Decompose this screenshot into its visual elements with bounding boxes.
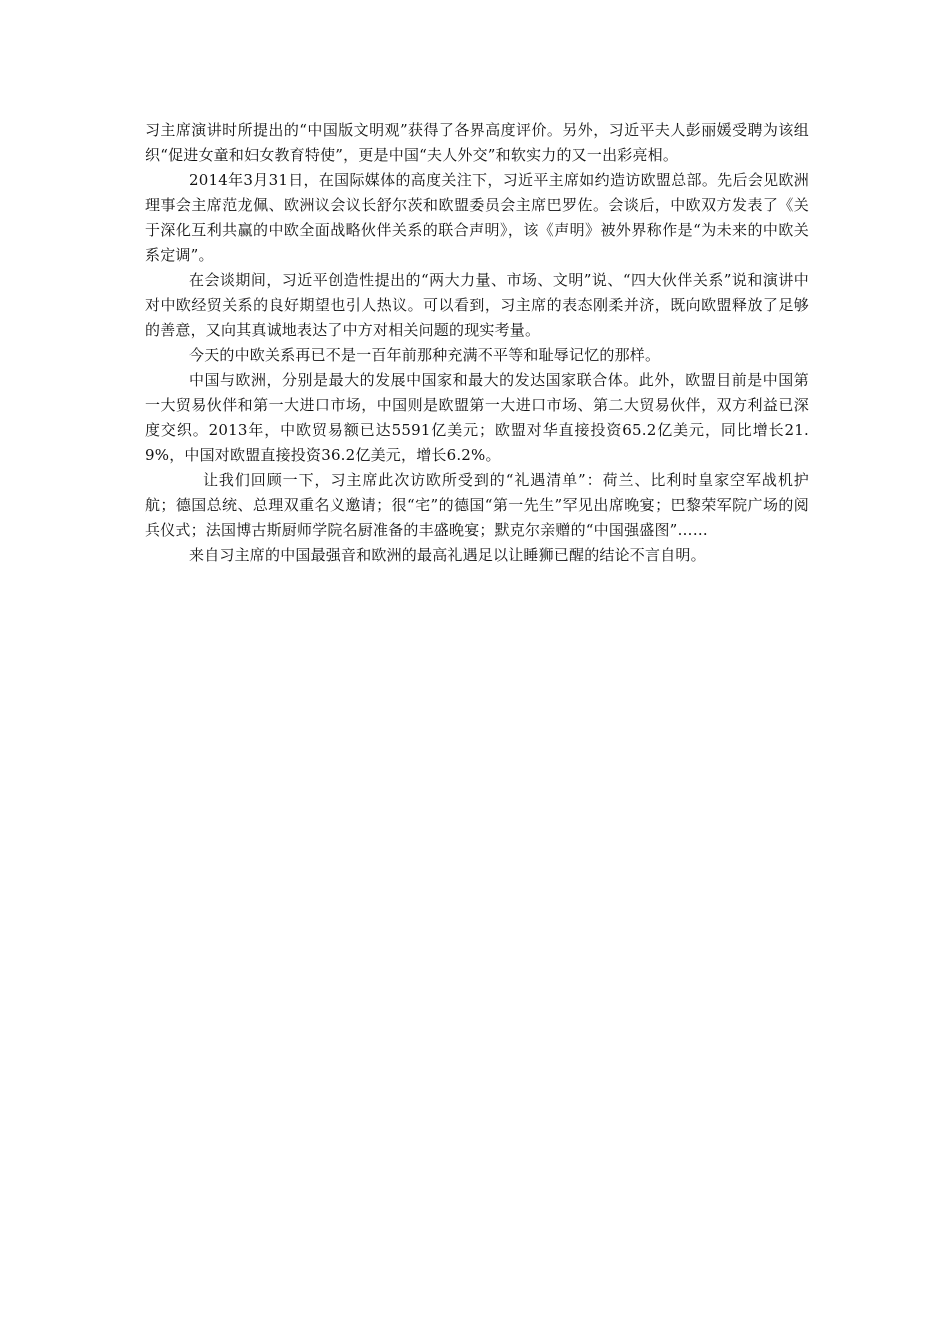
paragraph-4: 今天的中欧关系再已不是一百年前那种充满不平等和耻辱记忆的那样。	[189, 346, 661, 364]
paragraph-3: 在会谈期间，习近平创造性提出的“两大力量、市场、文明”说、“四大伙伴关系”说和演讲中对中欧经贸关系的良好期望也引人热议。可以看到，习主席的表态刚柔并济，既向欧盟释放了足够的善意，又向其真诚地表达了中方对相关问题的现实考量。	[145, 271, 809, 339]
paragraph-1: 习主席演讲时所提出的“中国版文明观”获得了各界高度评价。另外，习近平夫人彭丽媛受聘为该组织“促进女童和妇女教育特使”，更是中国“夫人外交”和软实力的又一出彩亮相。	[145, 121, 809, 164]
paragraph-2: 2014年3月31日，在国际媒体的高度关注下，习近平主席如约造访欧盟总部。先后会见欧洲理事会主席范龙佩、欧洲议会议长舒尔茨和欧盟委员会主席巴罗佐。会谈后，中欧双方发表了《关于深化互利共赢的中欧全面战略伙伴关系的联合声明》，该《声明》被外界称作是“为未来的中欧关系定调”。	[145, 171, 809, 264]
paragraph-6: 让我们回顾一下，习主席此次访欧所受到的“礼遇清单”：荷兰、比利时皇家空军战机护航；德国总统、总理双重名义邀请；很“宅”的德国“第一先生”罕见出席晚宴；巴黎荣军院广场的阅兵仪式；法国博古斯厨师学院名厨准备的丰盛晚宴；默克尔亲赠的“中国强盛图”……	[145, 471, 809, 539]
paragraph-7: 来自习主席的中国最强音和欧洲的最高礼遇足以让睡狮已醒的结论不言自明。	[189, 546, 706, 564]
paragraph-5: 中国与欧洲，分别是最大的发展中国家和最大的发达国家联合体。此外，欧盟目前是中国第一大贸易伙伴和第一大进口市场，中国则是欧盟第一大进口市场、第二大贸易伙伴，双方利益已深度交织。2013年，中欧贸易额已达5591亿美元；欧盟对华直接投资65.2亿美元，同比增长21.9%，中国对欧盟直接投资36.2亿美元，增长6.2%。	[145, 371, 809, 464]
document-page	[145, 118, 809, 568]
